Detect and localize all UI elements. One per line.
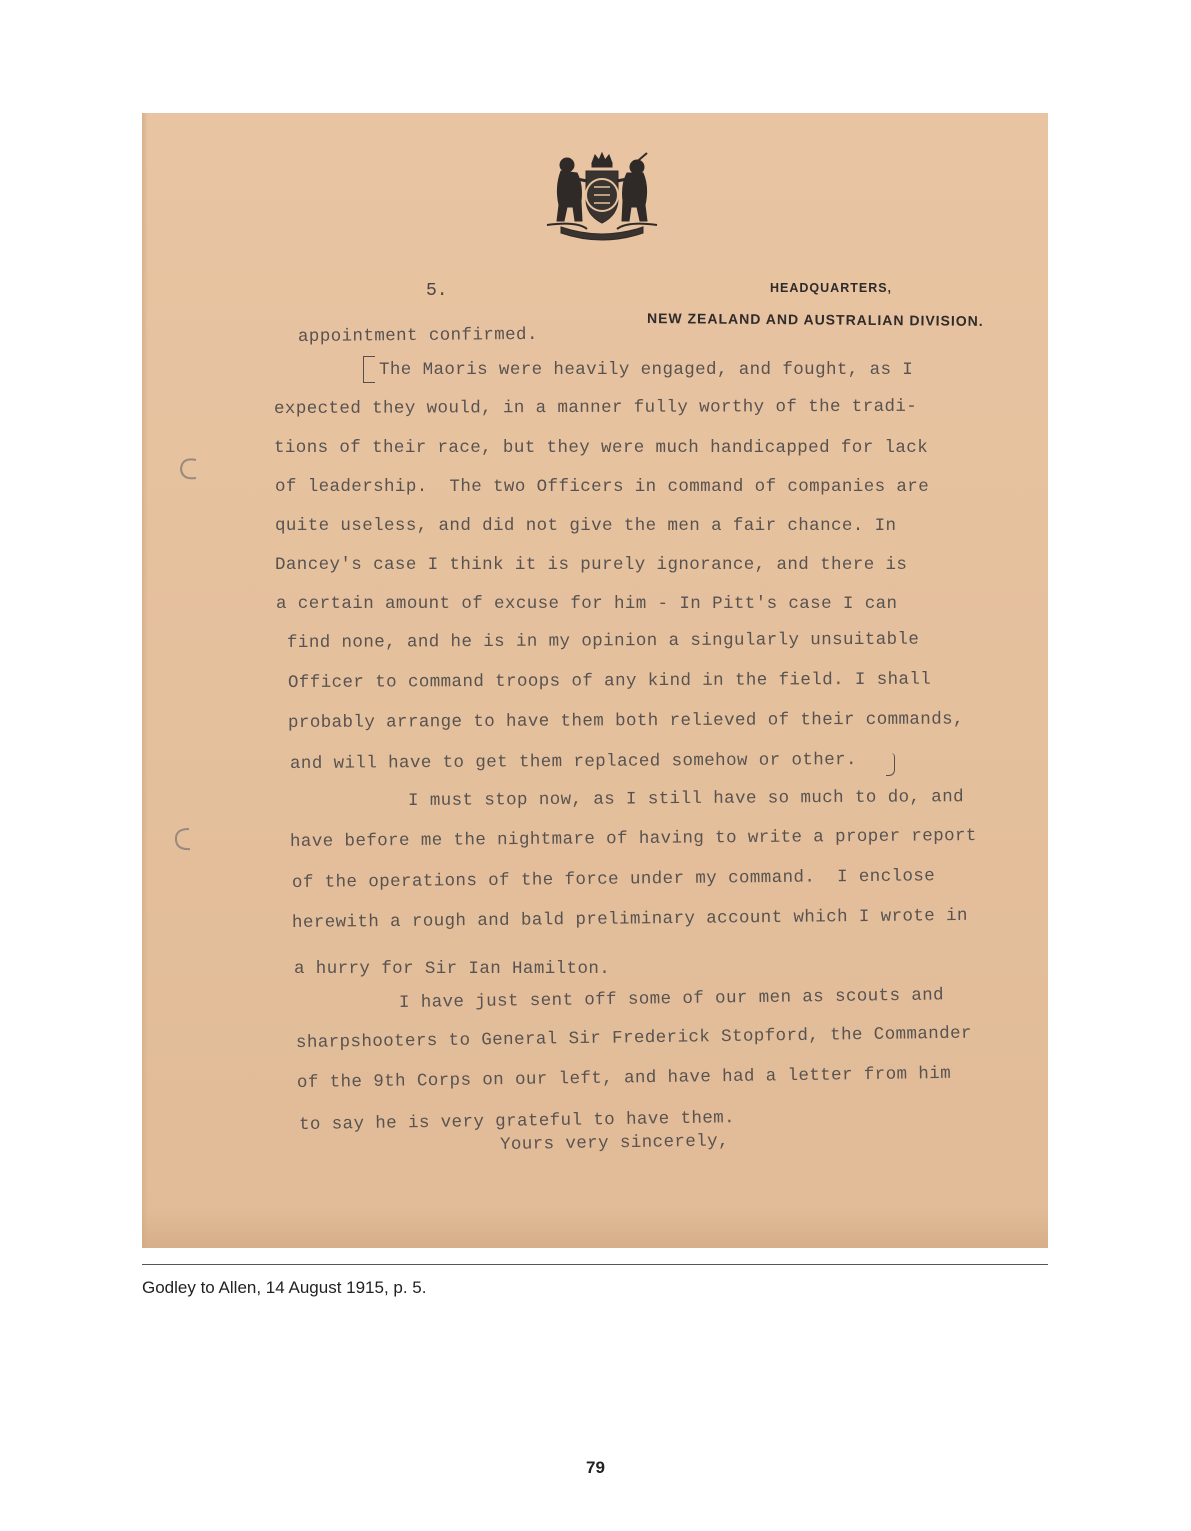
letter-line: quite useless, and did not give the men a fair chance. In xyxy=(275,516,897,536)
margin-bracket-mark xyxy=(363,356,375,383)
page-number: 79 xyxy=(586,1458,605,1477)
letter-closing: Yours very sincerely, xyxy=(499,1131,730,1155)
letterhead-headquarters: HEADQUARTERS, xyxy=(770,281,893,295)
letter-line: of the 9th Corps on our left, and have had a letter from him xyxy=(296,1063,952,1093)
letter-line: have before me the nightmare of having to write a proper report xyxy=(289,826,977,852)
letter-line: The Maoris were heavily engaged, and fought, as I xyxy=(379,360,914,380)
letter-line: probably arrange to have them both relieved of their commands, xyxy=(287,709,964,733)
letter-line: herewith a rough and bald preliminary account which I wrote in xyxy=(291,905,968,933)
letter-scan xyxy=(142,113,1048,1248)
letter-line: Officer to command troops of any kind in the field. I shall xyxy=(287,669,932,693)
caption-divider xyxy=(142,1264,1048,1265)
letter-line: I must stop now, as I still have so much to do, and xyxy=(407,787,965,811)
letterhead-division: NEW ZEALAND AND AUSTRALIAN DIVISION. xyxy=(646,310,984,329)
letter-line: find none, and he is in my opinion a singularly unsuitable xyxy=(286,629,920,653)
letter-line: tions of their race, but they were much handicapped for lack xyxy=(274,438,929,458)
punch-hole-mark-icon xyxy=(176,455,202,483)
letter-line: a hurry for Sir Ian Hamilton. xyxy=(294,959,611,979)
letter-line: and will have to get them replaced somehow or other. xyxy=(289,750,857,774)
letter-line: expected they would, in a manner fully worthy of the tradi- xyxy=(273,396,918,419)
letter-line: of leadership. The two Officers in command of companies are xyxy=(275,477,930,497)
letter-page-number: 5. xyxy=(426,281,448,301)
figure-caption: Godley to Allen, 14 August 1915, p. 5. xyxy=(142,1278,427,1297)
royal-coat-of-arms-icon xyxy=(537,151,667,243)
punch-hole-mark-icon xyxy=(170,825,196,853)
margin-bracket-mark xyxy=(886,753,895,776)
letter-line: of the operations of the force under my command. I enclose xyxy=(291,866,936,893)
letter-line: appointment confirmed. xyxy=(297,324,538,347)
letter-line: a certain amount of excuse for him - In Pitt's case I can xyxy=(276,594,898,614)
letter-line: Dancey's case I think it is purely ignorance, and there is xyxy=(275,555,908,575)
letter-line: sharpshooters to General Sir Frederick Stopford, the Commander xyxy=(295,1023,972,1053)
letter-line: I have just sent off some of our men as scouts and xyxy=(398,985,945,1013)
letter-line: to say he is very grateful to have them. xyxy=(298,1108,736,1135)
